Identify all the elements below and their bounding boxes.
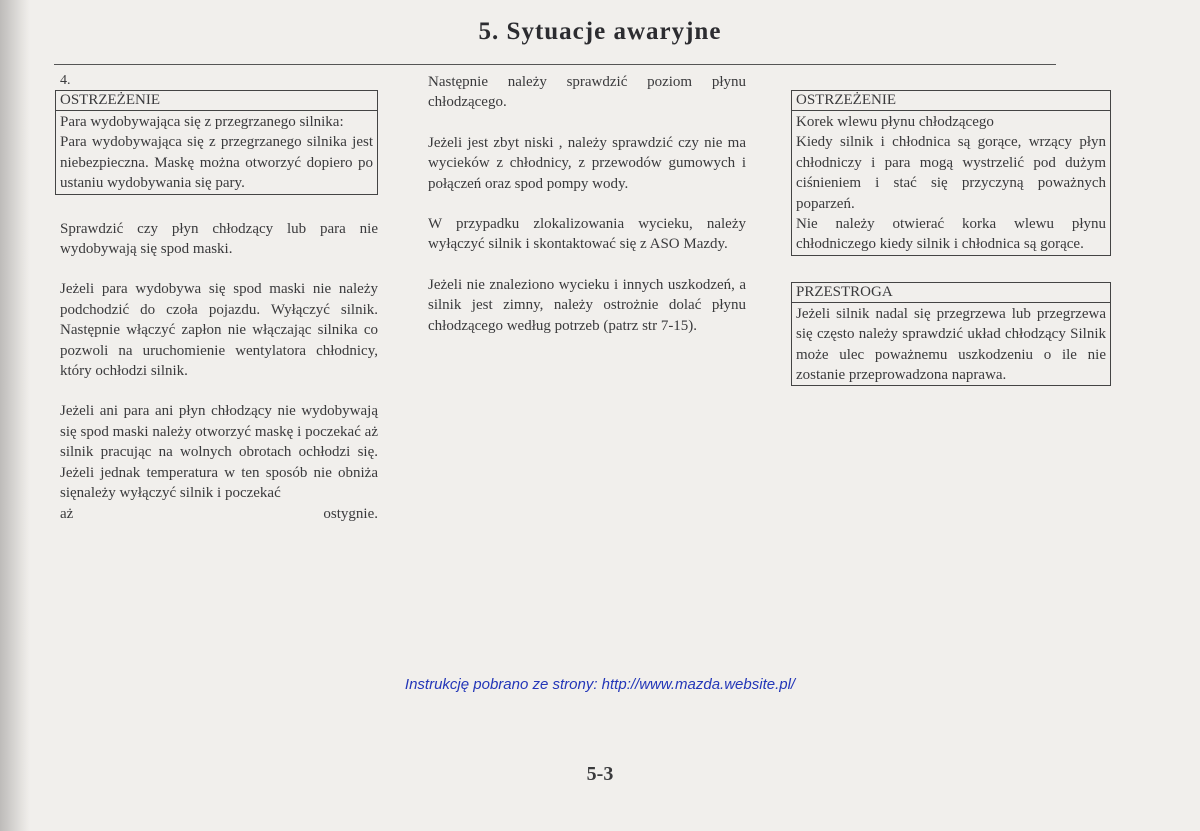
- paragraph: Jeżeli jest zbyt niski , należy sprawdzić czy nie ma wycieków z chłodnicy, z przewodów gumowych i połączeń oraz spod pompy wody.: [428, 134, 746, 192]
- paragraph: Jeżeli para wydobywa się spod maski nie należy podchodzić do czoła pojazdu. Wyłączyć silnik. Następnie włączyć zapłon nie włączając silnika co pozwoli na uruchomienie wentylatora chłodnicy, który ochłodzi silnik.: [60, 281, 378, 380]
- warning-box-body: [56, 111, 377, 194]
- warning-box-body: [792, 111, 1110, 255]
- warning-line: Kiedy silnik i chłodnica są gorące, wrzący płyn chłodniczy i para mogą wystrzelić pod dużym ciśnieniem i stać się przyczyną poważnych poparzeń.: [796, 134, 1106, 212]
- paragraph-word: ostygnie.: [323, 505, 378, 522]
- warning-line: Nie należy otwierać korka wlewu płynu chłodniczego kiedy silnik i chłodnica są gorące.: [796, 216, 1106, 253]
- paragraph: Jeżeli nie znaleziono wycieku i innych uszkodzeń, a silnik jest zimny, należy ostrożnie dolać płynu chłodzącego według potrzeb (patrz str 7-15).: [428, 276, 746, 334]
- warning-box-radiator-cap: [791, 90, 1111, 256]
- caution-box: [791, 282, 1111, 387]
- caution-box-body: [792, 303, 1110, 386]
- warning-box-heading: OSTRZEŻENIE: [56, 91, 377, 111]
- caution-text: Jeżeli silnik nadal się przegrzewa lub przegrzewa się często należy sprawdzić układ chłodzący Silnik może ulec poważnemu uszkodzeniu o ile nie zostanie przeprowadzona naprawa.: [796, 305, 1106, 384]
- item-number: 4.: [60, 73, 71, 88]
- header-rule: [54, 64, 1056, 65]
- paragraph-text: Jeżeli ani para ani płyn chłodzący nie wydobywają się spod maski należy otworzyć maskę i poczekać aż silnik pracując na wolnych obrotach ochłodzi się. Jeżeli jednak temperatura w ten sposób nie obniża sięnależy wyłączyć silnik i poczekać: [60, 403, 378, 502]
- page-title: 5. Sytuacje awaryjne: [478, 18, 722, 45]
- warning-line: Para wydobywająca się z przegrzanego silnika:: [60, 114, 344, 130]
- paragraph: [60, 401, 378, 503]
- source-link[interactable]: Instrukcję pobrano ze strony: http://www.mazda.website.pl/: [404, 676, 796, 693]
- warning-box-steam: [55, 90, 378, 195]
- warning-line: Korek wlewu płynu chłodzącego: [796, 114, 994, 130]
- caution-box-heading: PRZESTROGA: [792, 283, 1110, 303]
- page-number: 5-3: [586, 763, 614, 785]
- paragraph-last-line: [60, 504, 378, 524]
- paragraph: Następnie należy sprawdzić poziom płynu chłodzącego.: [428, 74, 746, 111]
- warning-line: Para wydobywająca się z przegrzanego silnika jest niebezpieczna. Maskę można otworzyć dopiero po ustaniu wydobywania się pary.: [60, 134, 373, 192]
- page-binding-shadow: [0, 0, 30, 831]
- column-right: [791, 90, 1111, 412]
- paragraph-word: aż: [60, 505, 74, 522]
- paragraph: W przypadku zlokalizowania wycieku, należy wyłączyć silnik i skontaktować się z ASO Mazdy.: [428, 216, 746, 253]
- column-left: [60, 72, 378, 524]
- column-middle: [428, 72, 746, 356]
- warning-box-heading: OSTRZEŻENIE: [792, 91, 1110, 111]
- paragraph: Sprawdzić czy płyn chłodzący lub para nie wydobywają się spod maski.: [60, 220, 378, 258]
